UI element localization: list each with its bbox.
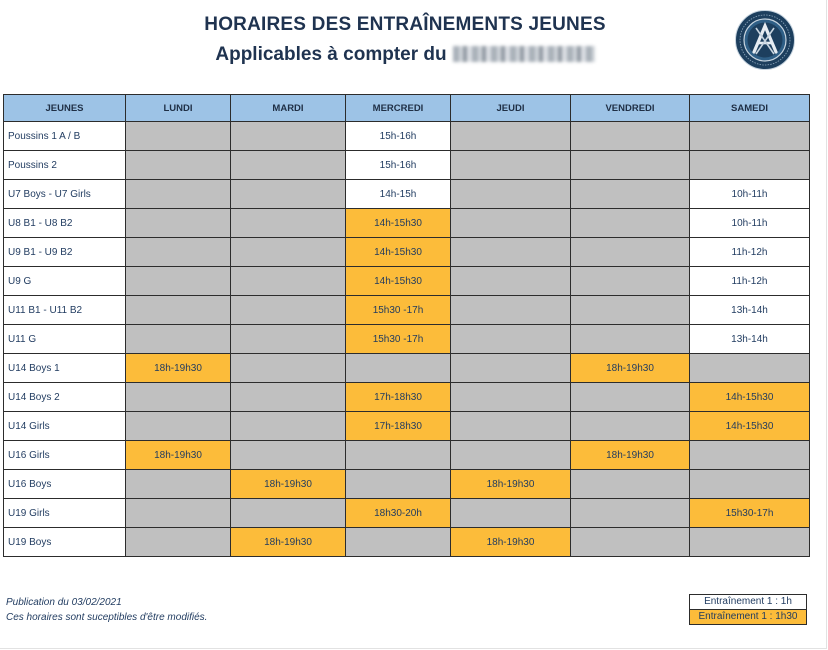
schedule-cell <box>451 412 571 441</box>
schedule-cell <box>451 267 571 296</box>
redacted-date <box>453 46 595 62</box>
schedule-cell <box>451 151 571 180</box>
table-row <box>4 180 810 209</box>
schedule-cell <box>126 209 231 238</box>
schedule-cell: 18h-19h30 <box>571 441 690 470</box>
row-group-label: U16 Boys <box>4 470 126 499</box>
schedule-cell <box>571 383 690 412</box>
column-header-samedi: SAMEDI <box>690 95 810 122</box>
schedule-cell <box>451 122 571 151</box>
table-row <box>4 470 810 499</box>
schedule-cell <box>571 209 690 238</box>
schedule-cell: 17h-18h30 <box>346 412 451 441</box>
schedule-cell <box>346 441 451 470</box>
schedule-cell <box>346 354 451 383</box>
table-row <box>4 122 810 151</box>
schedule-cell: 18h-19h30 <box>571 354 690 383</box>
schedule-cell <box>126 325 231 354</box>
schedule-cell: 17h-18h30 <box>346 383 451 412</box>
row-group-label: U11 B1 - U11 B2 <box>4 296 126 325</box>
schedule-cell: 15h-16h <box>346 122 451 151</box>
schedule-cell: 10h-11h <box>690 180 810 209</box>
schedule-cell: 18h30-20h <box>346 499 451 528</box>
row-group-label: Poussins 1 A / B <box>4 122 126 151</box>
schedule-cell <box>346 528 451 557</box>
schedule-cell: 14h-15h30 <box>346 209 451 238</box>
table-row <box>4 412 810 441</box>
schedule-cell <box>126 383 231 412</box>
schedule-cell <box>231 441 346 470</box>
schedule-cell <box>451 383 571 412</box>
legend <box>689 594 807 625</box>
row-group-label: U9 G <box>4 267 126 296</box>
table-row <box>4 296 810 325</box>
schedule-cell: 15h30 -17h <box>346 325 451 354</box>
training-schedule-table <box>3 94 810 557</box>
schedule-cell <box>451 209 571 238</box>
table-header-row <box>4 95 810 122</box>
legend-item-1h: Entraînement 1 : 1h <box>690 595 806 610</box>
row-group-label: Poussins 2 <box>4 151 126 180</box>
schedule-cell <box>451 354 571 383</box>
schedule-cell: 14h-15h <box>346 180 451 209</box>
schedule-cell <box>126 238 231 267</box>
subtitle-text: Applicables à compter du <box>215 44 447 65</box>
row-group-label: U8 B1 - U8 B2 <box>4 209 126 238</box>
schedule-cell <box>231 412 346 441</box>
schedule-cell <box>231 267 346 296</box>
schedule-cell: 18h-19h30 <box>451 528 571 557</box>
column-header-lundi: LUNDI <box>126 95 231 122</box>
table-row <box>4 528 810 557</box>
row-group-label: U19 Girls <box>4 499 126 528</box>
table-body <box>4 122 810 557</box>
schedule-cell <box>451 296 571 325</box>
schedule-cell: 13h-14h <box>690 325 810 354</box>
schedule-cell <box>126 151 231 180</box>
club-crest-icon <box>733 8 797 72</box>
schedule-cell <box>231 383 346 412</box>
schedule-cell <box>571 296 690 325</box>
schedule-cell <box>690 151 810 180</box>
schedule-cell <box>231 325 346 354</box>
schedule-cell: 10h-11h <box>690 209 810 238</box>
schedule-cell: 18h-19h30 <box>126 354 231 383</box>
table-row <box>4 441 810 470</box>
schedule-cell <box>571 238 690 267</box>
schedule-cell: 15h30-17h <box>690 499 810 528</box>
column-header-mercredi: MERCREDI <box>346 95 451 122</box>
schedule-cell <box>126 470 231 499</box>
row-group-label: U9 B1 - U9 B2 <box>4 238 126 267</box>
row-group-label: U14 Boys 1 <box>4 354 126 383</box>
column-header-mardi: MARDI <box>231 95 346 122</box>
schedule-cell <box>571 151 690 180</box>
schedule-cell <box>690 470 810 499</box>
schedule-cell <box>571 412 690 441</box>
schedule-cell: 14h-15h30 <box>346 238 451 267</box>
row-group-label: U16 Girls <box>4 441 126 470</box>
schedule-cell: 18h-19h30 <box>231 470 346 499</box>
schedule-cell <box>690 528 810 557</box>
column-header-jeudi: JEUDI <box>451 95 571 122</box>
row-group-label: U7 Boys - U7 Girls <box>4 180 126 209</box>
schedule-cell: 15h30 -17h <box>346 296 451 325</box>
modification-note: Ces horaires sont suceptibles d'être modifiés. <box>6 612 208 623</box>
row-group-label: U19 Boys <box>4 528 126 557</box>
schedule-cell <box>690 441 810 470</box>
schedule-cell <box>451 325 571 354</box>
schedule-cell: 18h-19h30 <box>451 470 571 499</box>
schedule-cell <box>231 122 346 151</box>
legend-item-1h30: Entraînement 1 : 1h30 <box>690 610 806 624</box>
schedule-cell: 11h-12h <box>690 238 810 267</box>
schedule-cell: 11h-12h <box>690 267 810 296</box>
schedule-cell <box>451 180 571 209</box>
schedule-cell: 14h-15h30 <box>690 383 810 412</box>
table-row <box>4 354 810 383</box>
schedule-cell: 14h-15h30 <box>690 412 810 441</box>
column-header-vendredi: VENDREDI <box>571 95 690 122</box>
schedule-cell <box>571 180 690 209</box>
schedule-cell <box>451 441 571 470</box>
table-row <box>4 151 810 180</box>
row-group-label: U11 G <box>4 325 126 354</box>
schedule-cell <box>571 122 690 151</box>
schedule-cell <box>571 325 690 354</box>
schedule-cell: 14h-15h30 <box>346 267 451 296</box>
publication-date: Publication du 03/02/2021 <box>6 597 122 608</box>
schedule-cell <box>126 180 231 209</box>
table-row <box>4 325 810 354</box>
schedule-cell <box>126 499 231 528</box>
schedule-cell <box>571 470 690 499</box>
row-group-label: U14 Girls <box>4 412 126 441</box>
schedule-cell <box>571 267 690 296</box>
schedule-cell <box>231 180 346 209</box>
column-header-jeunes: JEUNES <box>4 95 126 122</box>
schedule-cell: 15h-16h <box>346 151 451 180</box>
schedule-cell <box>126 412 231 441</box>
schedule-cell <box>231 238 346 267</box>
schedule-cell <box>690 354 810 383</box>
schedule-cell <box>231 151 346 180</box>
schedule-cell: 18h-19h30 <box>126 441 231 470</box>
schedule-cell <box>231 499 346 528</box>
table-row <box>4 499 810 528</box>
table-row <box>4 383 810 412</box>
table-row <box>4 209 810 238</box>
schedule-cell <box>690 122 810 151</box>
page-subtitle <box>0 44 810 66</box>
schedule-cell <box>126 528 231 557</box>
row-group-label: U14 Boys 2 <box>4 383 126 412</box>
schedule-cell <box>231 354 346 383</box>
schedule-cell <box>126 296 231 325</box>
table-row <box>4 267 810 296</box>
schedule-cell <box>571 528 690 557</box>
page-title: HORAIRES DES ENTRAÎNEMENTS JEUNES <box>204 14 606 35</box>
schedule-cell: 13h-14h <box>690 296 810 325</box>
schedule-cell <box>126 122 231 151</box>
schedule-cell <box>126 267 231 296</box>
schedule-cell <box>451 499 571 528</box>
schedule-cell <box>571 499 690 528</box>
table-row <box>4 238 810 267</box>
schedule-cell <box>231 209 346 238</box>
schedule-cell <box>231 296 346 325</box>
schedule-cell: 18h-19h30 <box>231 528 346 557</box>
schedule-cell <box>346 470 451 499</box>
schedule-cell <box>451 238 571 267</box>
